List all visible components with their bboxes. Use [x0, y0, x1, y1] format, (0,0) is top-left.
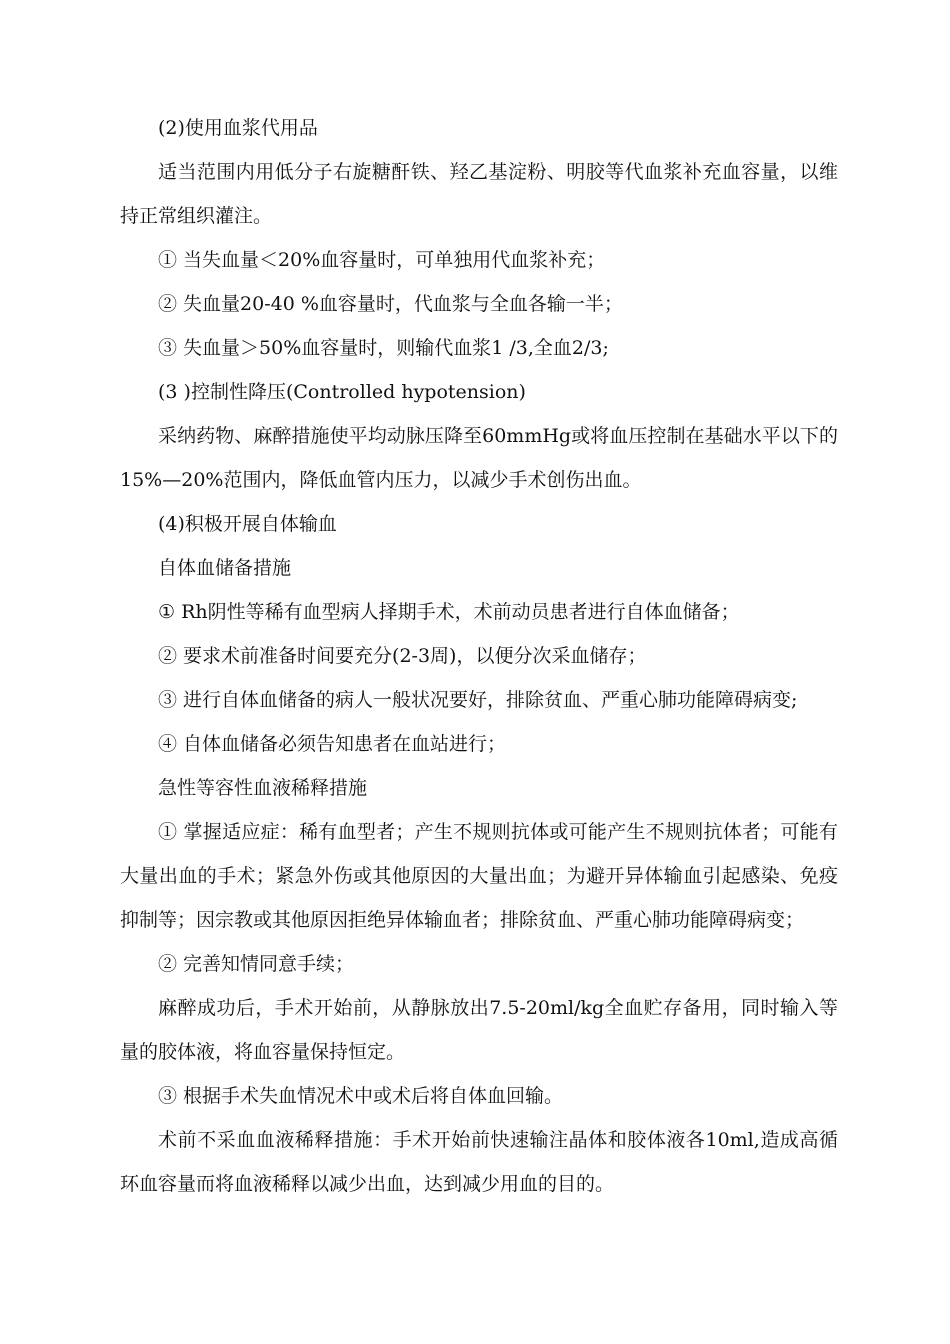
list-item: ① Rh阴性等稀有血型病人择期手术，术前动员患者进行自体血储备； — [158, 601, 740, 623]
paragraph-preoperative-dilution: 术前不采血血液稀释措施：手术开始前快速输注晶体和胶体液各10ml,造成高循环血容量而将血液稀释以减少出血，达到减少用血的目的。 — [120, 1129, 838, 1195]
subheading-autologous-storage: 自体血储备措施 — [158, 557, 292, 579]
list-item: ② 失血量20-40 %血容量时，代血浆与全血各输一半； — [158, 293, 623, 315]
paragraph-heading-controlled-hypotension: (3 )控制性降压(Controlled hypotension) — [158, 381, 526, 403]
paragraph-heading-autologous-transfusion: (4)积极开展自体输血 — [158, 513, 337, 535]
paragraph-heading-plasma-substitute: (2)使用血浆代用品 — [158, 117, 318, 139]
paragraph-plasma-substitute-desc: 适当范围内用低分子右旋糖酐铁、羟乙基淀粉、明胶等代血浆补充血容量，以维持正常组织灌注。 — [120, 161, 838, 227]
list-item: ② 完善知情同意手续； — [158, 953, 355, 975]
list-item: ② 要求术前准备时间要充分(2-3周)，以便分次采血储存； — [158, 645, 647, 667]
subheading-hemodilution: 急性等容性血液稀释措施 — [158, 777, 368, 799]
paragraph-hemodilution-procedure: 麻醉成功后，手术开始前，从静脉放出7.5-20ml/kg全血贮存备用，同时输入等量的胶体液，将血容量保持恒定。 — [120, 997, 838, 1063]
document-body — [120, 106, 838, 1206]
list-item: ① 掌握适应症：稀有血型者；产生不规则抗体或可能产生不规则抗体者；可能有大量出血的手术；紧急外伤或其他原因的大量出血；为避开异体输血引起感染、免疫抑制等；因宗教或其他原因拒绝异体输血者；排除贫血、严重心肺功能障碍病变； — [120, 821, 838, 931]
list-item: ③ 失血量＞50%血容量时，则输代血浆1 /3,全血2/3; — [158, 337, 609, 359]
list-item: ③ 进行自体血储备的病人一般状况要好，排除贫血、严重心肺功能障碍病变; — [158, 689, 798, 711]
list-item: ① 当失血量＜20%血容量时，可单独用代血浆补充； — [158, 249, 606, 271]
list-item: ③ 根据手术失血情况术中或术后将自体血回输。 — [158, 1085, 564, 1107]
paragraph-controlled-hypotension-desc: 采纳药物、麻醉措施使平均动脉压降至60mmHg或将血压控制在基础水平以下的15%—20%范围内，降低血管内压力，以减少手术创伤出血。 — [120, 425, 838, 491]
list-item: ④ 自体血储备必须告知患者在血站进行； — [158, 733, 507, 755]
